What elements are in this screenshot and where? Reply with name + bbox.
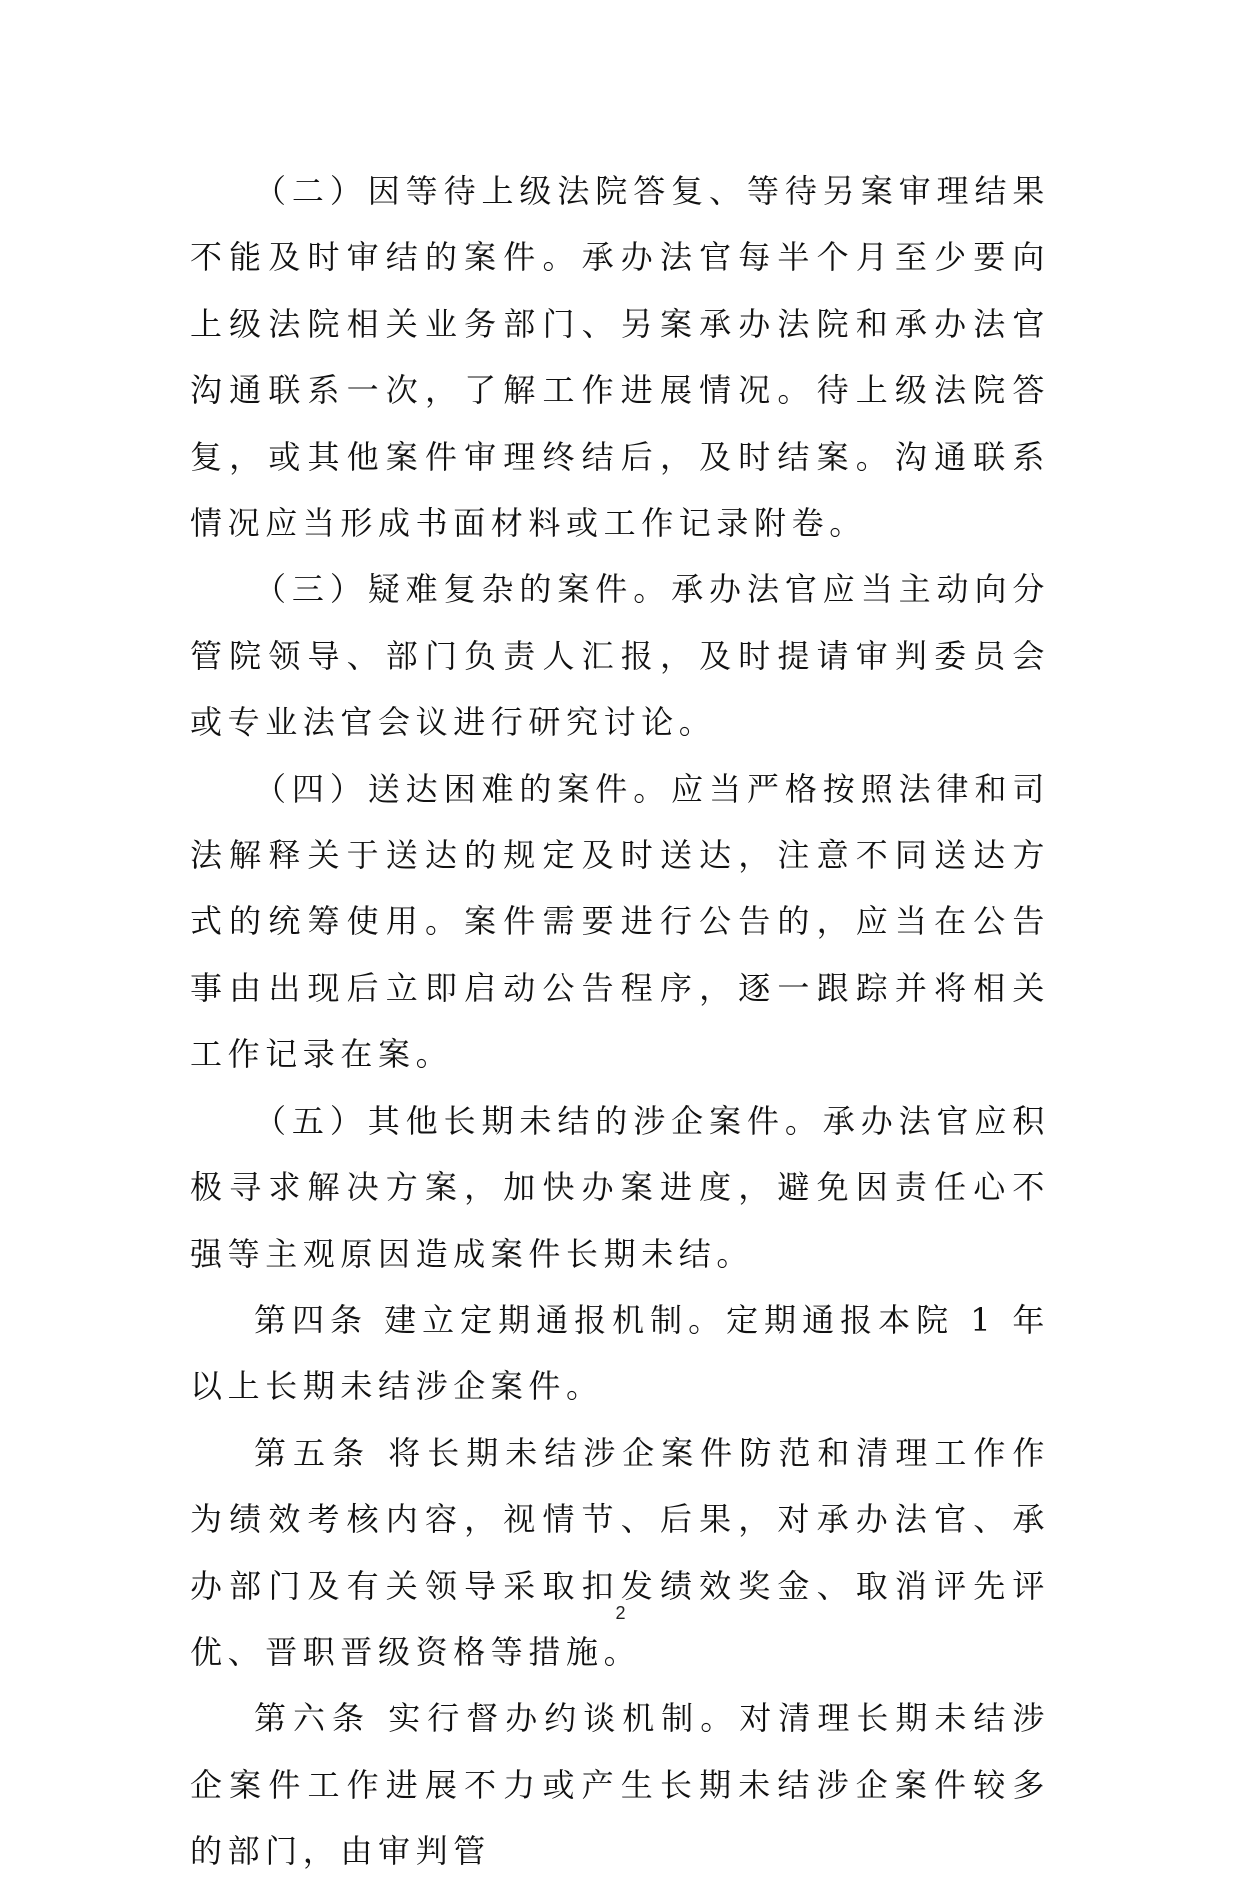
page-number: 2: [615, 1603, 626, 1623]
document-body: [190, 158, 1050, 1885]
article-4-paragraph: 第四条 建立定期通报机制。定期通报本院 1 年以上长期未结涉企案件。: [190, 1300, 1050, 1406]
paragraph-item-3: （三）疑难复杂的案件。承办法官应当主动向分管院领导、部门负责人汇报，及时提请审判委员会或专业法官会议进行研究讨论。: [190, 570, 1050, 742]
article-6-paragraph: 第六条 实行督办约谈机制。对清理长期未结涉企案件工作进展不力或产生长期未结涉企案件较多的部门，由审判管: [190, 1699, 1050, 1871]
paragraph-item-5: （五）其他长期未结的涉企案件。承办法官应积极寻求解决方案，加快办案进度，避免因责任心不强等主观原因造成案件长期未结。: [190, 1101, 1050, 1273]
paragraph-item-2: （二）因等待上级法院答复、等待另案审理结果不能及时审结的案件。承办法官每半个月至少要向上级法院相关业务部门、另案承办法院和承办法官沟通联系一次，了解工作进展情况。待上级法院答复，或其他案件审理终结后，及时结案。沟通联系情况应当形成书面材料或工作记录附卷。: [190, 172, 1050, 543]
paragraph-item-4: （四）送达困难的案件。应当严格按照法律和司法解释关于送达的规定及时送达，注意不同送达方式的统筹使用。案件需要进行公告的，应当在公告事由出现后立即启动公告程序，逐一跟踪并将相关工作记录在案。: [190, 769, 1050, 1074]
article-5-paragraph: 第五条 将长期未结涉企案件防范和清理工作作为绩效考核内容，视情节、后果，对承办法官、承办部门及有关领导采取扣发绩效奖金、取消评先评优、晋职晋级资格等措施。: [190, 1433, 1050, 1671]
